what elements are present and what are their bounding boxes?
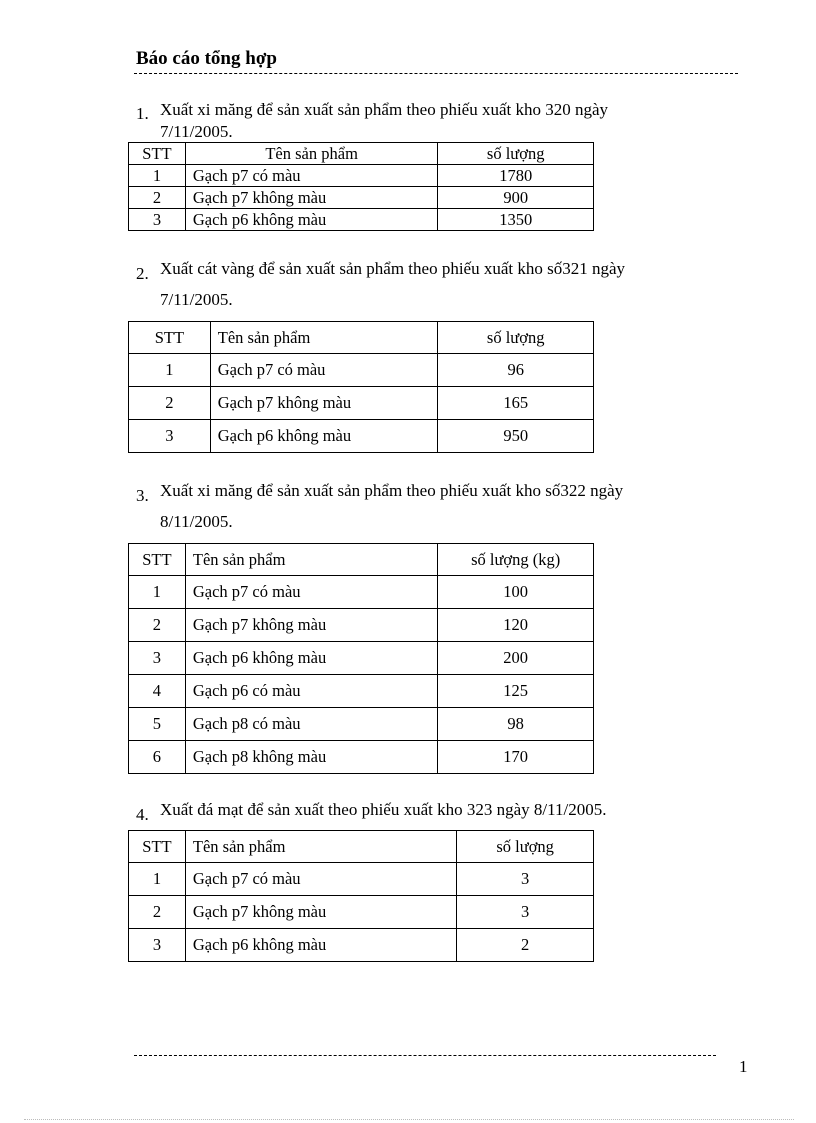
cell-quantity: 3: [457, 896, 594, 929]
table-row: [129, 609, 594, 642]
section-text-line1: Xuất đá mạt để sản xuất theo phiếu xuất kho 323 ngày 8/11/2005.: [160, 800, 607, 819]
cell-product-name: Gạch p6 có màu: [185, 675, 437, 708]
cell-quantity: 200: [438, 642, 594, 675]
cell-product-name: Gạch p7 có màu: [185, 863, 456, 896]
cell-stt: 2: [129, 387, 211, 420]
section-number: 2.: [136, 264, 149, 283]
cell-product-name: Gạch p6 không màu: [185, 929, 456, 962]
table-row: [129, 896, 594, 929]
header-product-name: Tên sản phẩm: [185, 544, 437, 576]
cell-product-name: Gạch p8 có màu: [185, 708, 437, 741]
cell-product-name: Gạch p6 không màu: [185, 642, 437, 675]
cell-stt: 2: [129, 896, 186, 929]
header-product-name: Tên sản phẩm: [185, 831, 456, 863]
section-text-line2: 7/11/2005.: [160, 290, 233, 309]
cell-quantity: 98: [438, 708, 594, 741]
cell-stt: 5: [129, 708, 186, 741]
cell-product-name: Gạch p7 có màu: [185, 576, 437, 609]
cell-product-name: Gạch p7 có màu: [185, 165, 438, 187]
data-table: [128, 142, 594, 231]
section-number: 1.: [136, 104, 149, 123]
cell-product-name: Gạch p6 không màu: [185, 209, 438, 231]
section-text-line2: 8/11/2005.: [160, 512, 233, 531]
cell-quantity: 3: [457, 863, 594, 896]
header-rule: [134, 73, 738, 74]
header-quantity: số lượng: [457, 831, 594, 863]
data-table: [128, 321, 594, 453]
cell-product-name: Gạch p7 có màu: [210, 354, 438, 387]
cell-product-name: Gạch p7 không màu: [210, 387, 438, 420]
cell-stt: 3: [129, 929, 186, 962]
cell-quantity: 1350: [438, 209, 594, 231]
cell-quantity: 96: [438, 354, 594, 387]
footer-rule: [134, 1055, 716, 1056]
table-row: [129, 209, 594, 231]
table-header-row: [129, 322, 594, 354]
cell-product-name: Gạch p7 không màu: [185, 896, 456, 929]
cell-stt: 3: [129, 642, 186, 675]
cell-stt: 1: [129, 165, 186, 187]
cell-stt: 2: [129, 609, 186, 642]
table-row: [129, 576, 594, 609]
header-stt: STT: [129, 544, 186, 576]
cell-stt: 2: [129, 187, 186, 209]
section-text-line1: Xuất cát vàng để sản xuất sản phẩm theo phiếu xuất kho số321 ngày: [160, 259, 626, 278]
cell-product-name: Gạch p8 không màu: [185, 741, 437, 774]
header-product-name: Tên sản phẩm: [185, 143, 438, 165]
table-row: [129, 929, 594, 962]
table-row: [129, 165, 594, 187]
cell-product-name: Gạch p7 không màu: [185, 187, 438, 209]
header-quantity: số lượng: [438, 143, 594, 165]
header-stt: STT: [129, 831, 186, 863]
cell-quantity: 900: [438, 187, 594, 209]
section-number: 4.: [136, 805, 149, 824]
header-product-name: Tên sản phẩm: [210, 322, 438, 354]
page-title: Báo cáo tổng hợp: [136, 48, 277, 69]
table-header-row: [129, 143, 594, 165]
cell-stt: 4: [129, 675, 186, 708]
data-table: [128, 543, 594, 774]
table-row: [129, 187, 594, 209]
cell-quantity: 1780: [438, 165, 594, 187]
cell-stt: 1: [129, 863, 186, 896]
header-quantity: số lượng (kg): [438, 544, 594, 576]
section-number: 3.: [136, 486, 149, 505]
header-quantity: số lượng: [438, 322, 594, 354]
cell-stt: 3: [129, 420, 211, 453]
table-row: [129, 675, 594, 708]
page-bottom-edge: [24, 1119, 794, 1120]
table-row: [129, 387, 594, 420]
cell-quantity: 120: [438, 609, 594, 642]
table-header-row: [129, 831, 594, 863]
header-stt: STT: [129, 143, 186, 165]
table-row: [129, 708, 594, 741]
cell-product-name: Gạch p6 không màu: [210, 420, 438, 453]
cell-quantity: 125: [438, 675, 594, 708]
table-row: [129, 642, 594, 675]
section-text-line2: 7/11/2005.: [160, 122, 233, 141]
cell-quantity: 165: [438, 387, 594, 420]
cell-stt: 1: [129, 576, 186, 609]
cell-product-name: Gạch p7 không màu: [185, 609, 437, 642]
table-row: [129, 354, 594, 387]
cell-quantity: 170: [438, 741, 594, 774]
section-text-line1: Xuất xi măng để sản xuất sản phẩm theo phiếu xuất kho 320 ngày: [160, 100, 609, 119]
cell-quantity: 950: [438, 420, 594, 453]
cell-stt: 6: [129, 741, 186, 774]
cell-stt: 3: [129, 209, 186, 231]
page-number: 1: [739, 1057, 748, 1076]
table-row: [129, 741, 594, 774]
cell-stt: 1: [129, 354, 211, 387]
table-row: [129, 863, 594, 896]
section-text-line1: Xuất xi măng để sản xuất sản phẩm theo phiếu xuất kho số322 ngày: [160, 481, 624, 500]
cell-quantity: 2: [457, 929, 594, 962]
table-row: [129, 420, 594, 453]
table-header-row: [129, 544, 594, 576]
data-table: [128, 830, 594, 962]
header-stt: STT: [129, 322, 211, 354]
cell-quantity: 100: [438, 576, 594, 609]
